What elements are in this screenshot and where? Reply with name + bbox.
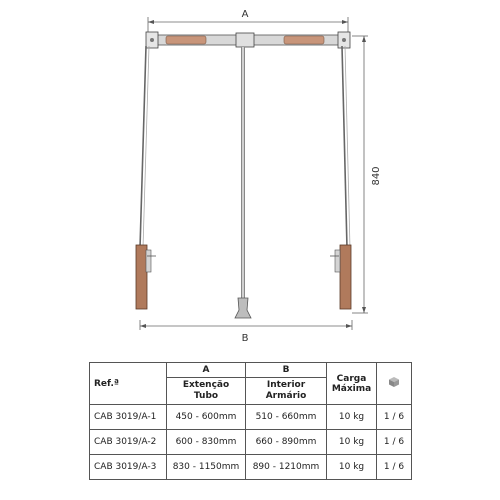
dimension-a-label: A <box>241 9 249 20</box>
ref-header: Ref.ª <box>90 363 167 405</box>
box-icon <box>388 376 400 388</box>
col-b-header <box>246 378 327 405</box>
carga-line2: Máxima <box>331 383 372 394</box>
top-rail <box>146 32 350 48</box>
col-b-line1: Interior <box>266 380 306 390</box>
carga-header <box>327 363 377 405</box>
col-a-letter: A <box>167 363 246 378</box>
dimension-height <box>352 36 382 313</box>
col-a-line1: Extenção <box>182 380 230 390</box>
dimension-b-label: B <box>241 333 249 344</box>
col-a-header <box>167 378 246 405</box>
row-qty: 1 / 6 <box>377 455 412 480</box>
table-row <box>90 455 412 480</box>
dimension-b <box>140 320 352 344</box>
row-carga: 10 kg <box>327 405 377 430</box>
row-a: 830 - 1150mm <box>167 455 246 480</box>
dimension-height-label: 840 <box>371 166 382 186</box>
row-qty: 1 / 6 <box>377 430 412 455</box>
row-b: 660 - 890mm <box>246 430 327 455</box>
row-ref: CAB 3019/A-1 <box>90 405 167 430</box>
row-a: 450 - 600mm <box>167 405 246 430</box>
row-ref: CAB 3019/A-2 <box>90 430 167 455</box>
col-a-line2: Tubo <box>193 391 219 401</box>
box-header <box>377 363 412 405</box>
row-b: 890 - 1210mm <box>246 455 327 480</box>
row-a: 600 - 830mm <box>167 430 246 455</box>
dimension-a <box>148 9 348 32</box>
col-b-line2: Armário <box>265 391 307 401</box>
col-b-letter: B <box>246 363 327 378</box>
pull-handle <box>235 47 251 318</box>
spec-table <box>89 362 412 480</box>
table-row <box>90 430 412 455</box>
carga-line1: Carga <box>336 373 367 384</box>
left-arm <box>136 46 156 309</box>
row-b: 510 - 660mm <box>246 405 327 430</box>
table-row <box>90 405 412 430</box>
right-arm <box>330 46 351 309</box>
row-carga: 10 kg <box>327 455 377 480</box>
row-qty: 1 / 6 <box>377 405 412 430</box>
row-ref: CAB 3019/A-3 <box>90 455 167 480</box>
row-carga: 10 kg <box>327 430 377 455</box>
header-row-top <box>90 363 412 378</box>
